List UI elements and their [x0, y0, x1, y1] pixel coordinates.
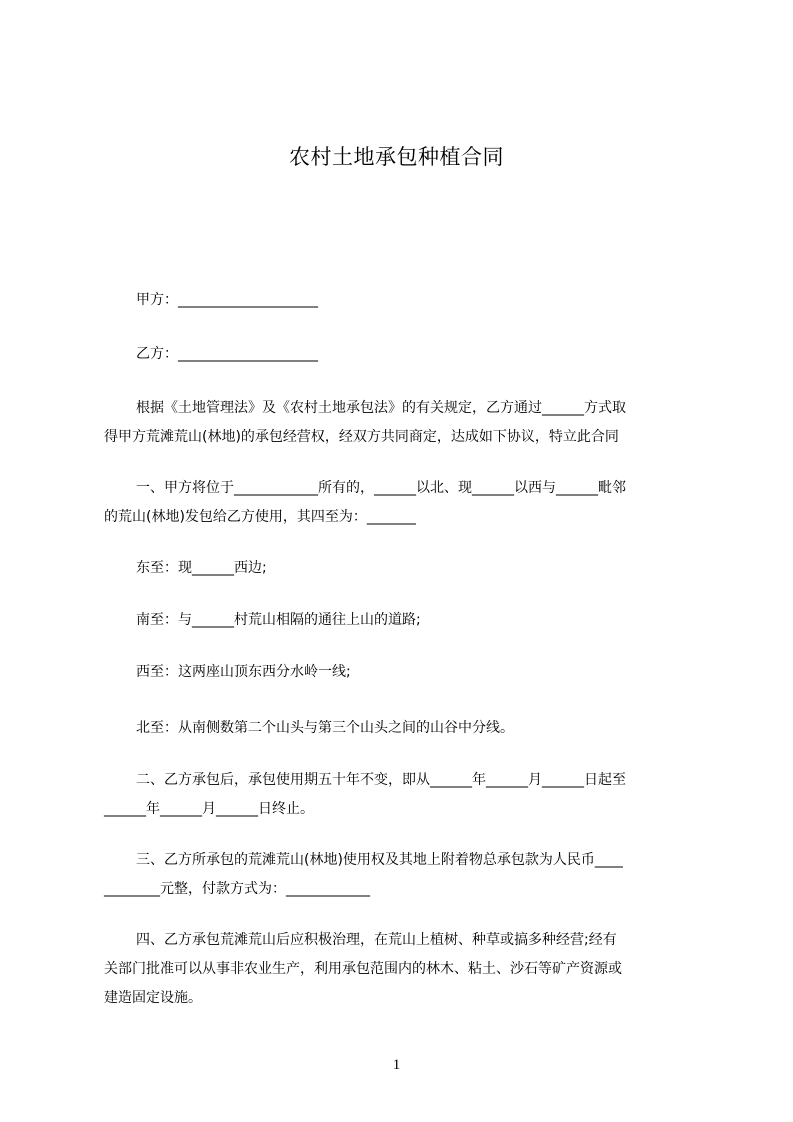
clause-2-line-1: 二、乙方承包后，承包使用期五十年不变，即从______年______月______日起至 — [136, 772, 626, 788]
clause-1-line-2: 的荒山(林地)发包给乙方使用，其四至为：_______ — [104, 509, 416, 525]
boundary-east: 东至：现______西边; — [136, 560, 267, 576]
clause-4-line-1: 四、乙方承包荒滩荒山后应积极治理，在荒山上植树、种草或搞多种经营;经有 — [136, 932, 617, 948]
intro-paragraph — [104, 394, 700, 452]
intro-line-1: 根据《土地管理法》及《农村土地承包法》的有关规定，乙方通过______方式取 — [136, 400, 626, 416]
boundary-south: 南至：与______村荒山相隔的通往上山的道路; — [136, 612, 421, 628]
clause-4-line-2: 关部门批准可以从事非农业生产，利用承包范围内的林木、粘土、沙石等矿产资源或 — [104, 961, 622, 977]
clause-3-line-1: 三、乙方所承包的荒滩荒山(林地)使用权及其地上附着物总承包款为人民币____ — [136, 852, 623, 868]
clause-3-paragraph — [104, 846, 700, 904]
document-title: 农村土地承包种植合同 — [289, 145, 504, 169]
clause-1-line-1: 一、甲方将位于____________所有的，______以北、现______以西与______毗邻 — [136, 480, 626, 496]
clause-1-paragraph — [104, 474, 700, 532]
clause-3-line-2: ________元整，付款方式为：____________ — [104, 881, 370, 897]
clause-4-line-3: 建造固定设施。 — [104, 990, 202, 1006]
clause-4-paragraph — [104, 926, 700, 1013]
boundary-north: 北至：从南侧数第二个山头与第三个山头之间的山谷中分线。 — [136, 720, 514, 736]
party-b-line: 乙方：____________________ — [136, 346, 318, 362]
clause-2-paragraph — [104, 766, 700, 824]
page-number: 1 — [392, 1057, 401, 1073]
clause-2-line-2: ______年______月______日终止。 — [104, 801, 314, 817]
intro-line-2: 得甲方荒滩荒山(林地)的承包经营权，经双方共同商定，达成如下协议，特立此合同 — [104, 429, 619, 445]
party-a-line: 甲方：____________________ — [136, 292, 318, 308]
boundary-west: 西至：这两座山顶东西分水岭一线; — [136, 664, 351, 680]
